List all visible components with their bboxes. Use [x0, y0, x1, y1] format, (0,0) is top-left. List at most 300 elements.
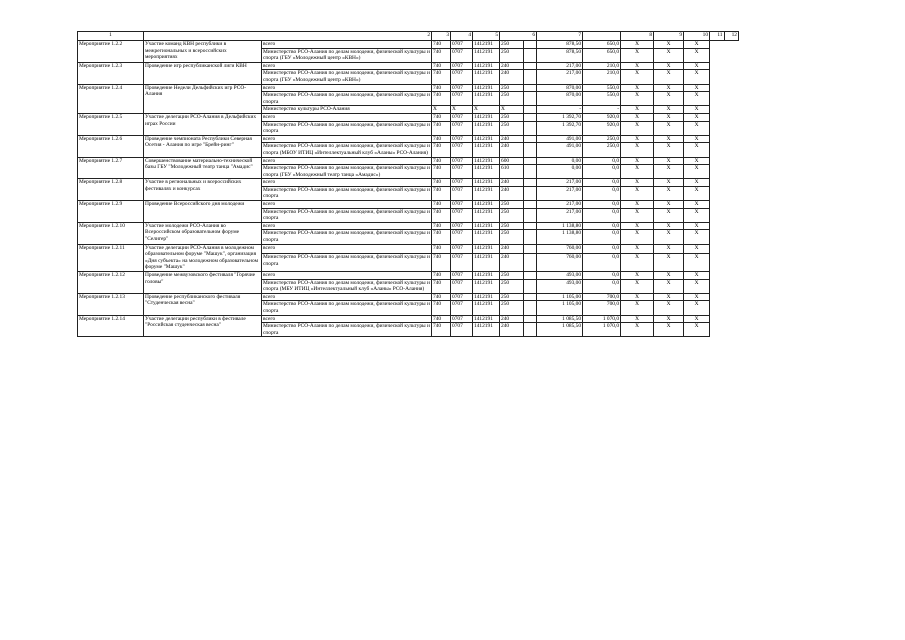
executor-cell: Министерство РСО-Алания по делам молодежи, физической культуры и спорта [263, 121, 430, 135]
x-cell: X [654, 165, 684, 179]
amount-cell: 0,0 [583, 254, 621, 272]
executor-cell: всего [262, 244, 432, 254]
target-article-cell: 1412191 [473, 113, 500, 121]
x-cell: X [684, 244, 710, 254]
x-cell: X [654, 143, 684, 157]
amount-cell: 760,00 [537, 244, 583, 254]
executor-cell: всего [262, 135, 432, 143]
measure-number: Мероприятие 1.2.14 [78, 315, 144, 337]
grbs-code-cell: 740 [432, 121, 451, 135]
expense-type-cell: 240 [500, 70, 524, 84]
amount-cell: 0,0 [583, 222, 621, 230]
measure-number: Мероприятие 1.2.6 [78, 135, 144, 157]
expense-type-cell: 250 [500, 279, 524, 293]
amount-cell: 878,50 [537, 41, 583, 49]
empty-cell [524, 143, 537, 157]
empty-cell [524, 48, 537, 62]
target-article-cell: 1412191 [473, 315, 500, 323]
empty-cell [524, 157, 537, 165]
expense-type-cell: 600 [500, 157, 524, 165]
table-row [78, 62, 739, 70]
x-cell: X [621, 254, 654, 272]
executor-cell: Министерство РСО-Алания по делам молодежи, физической культуры и спорта [263, 186, 430, 200]
section-code-cell: 0707 [451, 48, 473, 62]
empty-cell [524, 113, 537, 121]
amount-cell: 1 105,00 [537, 293, 583, 301]
empty-cell [524, 106, 537, 114]
amount-cell: 870,00 [537, 84, 583, 92]
x-cell: X [621, 106, 654, 114]
amount-cell: 217,00 [537, 62, 583, 70]
table-row [78, 41, 739, 49]
x-cell: X [684, 92, 710, 106]
measure-number: Мероприятие 1.2.8 [78, 179, 144, 201]
empty-cell [524, 279, 537, 293]
expense-type-cell: 240 [500, 244, 524, 254]
expense-type-cell: 610 [500, 165, 524, 179]
empty-cell [524, 208, 537, 222]
grbs-code-cell: 740 [432, 179, 451, 187]
expense-type-cell: 250 [500, 272, 524, 280]
section-code-cell: 0707 [451, 272, 473, 280]
x-cell: X [621, 84, 654, 92]
x-cell: X [654, 106, 684, 114]
x-cell: X [684, 157, 710, 165]
expense-type-cell: 250 [500, 301, 524, 315]
target-article-cell: 1412191 [473, 293, 500, 301]
table-row [78, 113, 739, 121]
expense-type-cell: 250 [500, 208, 524, 222]
executor-cell: всего [262, 84, 432, 92]
x-cell: X [684, 179, 710, 187]
measure-name: Участие в региональных и всероссийских фестивалях и конкурсах [144, 179, 262, 201]
expense-type-cell: 250 [500, 230, 524, 244]
measure-name: Участие делегации РСО-Алания в молодежном образовательном форуме "Машук", организация «Дня субъекта» на молодежном образовательном форуме "Машук" [144, 244, 262, 271]
x-cell: X [654, 186, 684, 200]
x-cell: X [654, 323, 684, 337]
col-num-6: 6 [500, 32, 537, 41]
section-code-cell: X [451, 106, 473, 114]
target-article-cell: 1412191 [473, 272, 500, 280]
grbs-code-cell: 740 [432, 186, 451, 200]
empty-cell [524, 293, 537, 301]
x-cell: X [654, 113, 684, 121]
x-cell: X [621, 113, 654, 121]
amount-cell: 0,00 [537, 165, 583, 179]
amount-cell: 0,0 [583, 179, 621, 187]
amount-cell: 0,0 [583, 230, 621, 244]
x-cell: X [621, 186, 654, 200]
executor-cell: всего [262, 157, 432, 165]
section-code-cell: 0707 [451, 201, 473, 209]
grbs-code-cell: 740 [432, 143, 451, 157]
x-cell: X [654, 315, 684, 323]
x-cell: X [621, 315, 654, 323]
grbs-code-cell: 740 [432, 92, 451, 106]
table-row [78, 201, 739, 209]
measure-number: Мероприятие 1.2.10 [78, 222, 144, 244]
x-cell: X [654, 121, 684, 135]
col-num-1: 1 [78, 32, 144, 41]
amount-cell: 550,0 [583, 92, 621, 106]
grbs-code-cell: X [432, 106, 451, 114]
amount-cell: 210,0 [583, 62, 621, 70]
expense-type-cell: 250 [500, 201, 524, 209]
x-cell: X [684, 208, 710, 222]
grbs-code-cell: 740 [432, 279, 451, 293]
executor-cell: Министерство РСО-Алания по делам молодежи, физической культуры и спорта [263, 208, 430, 222]
grbs-code-cell: 740 [432, 84, 451, 92]
executor-cell: всего [262, 41, 432, 49]
x-cell: X [684, 254, 710, 272]
empty-cell [524, 301, 537, 315]
x-cell: X [684, 272, 710, 280]
section-code-cell: 0707 [451, 323, 473, 337]
table-row [78, 244, 739, 254]
grbs-code-cell: 740 [432, 254, 451, 272]
target-article-cell: X [473, 106, 500, 114]
empty-cell [524, 186, 537, 200]
empty-cell [524, 315, 537, 323]
target-article-cell: 1412191 [473, 135, 500, 143]
x-cell: X [684, 143, 710, 157]
grbs-code-cell: 740 [432, 230, 451, 244]
amount-cell: 1 070,0 [583, 315, 621, 323]
empty-cell [524, 254, 537, 272]
amount-cell: 491,00 [537, 135, 583, 143]
measure-number: Мероприятие 1.2.12 [78, 272, 144, 294]
grbs-code-cell: 740 [432, 208, 451, 222]
amount-cell: 210,0 [583, 70, 621, 84]
empty-cell [524, 165, 537, 179]
amount-cell: 217,00 [537, 70, 583, 84]
amount-cell: 878,50 [537, 48, 583, 62]
empty-cell [524, 244, 537, 254]
amount-cell: 1 138,80 [537, 222, 583, 230]
measure-number: Мероприятие 1.2.3 [78, 62, 144, 84]
x-cell: X [684, 62, 710, 70]
x-cell: X [621, 301, 654, 315]
section-code-cell: 0707 [451, 84, 473, 92]
col-num-3: 3 [432, 32, 451, 41]
expense-type-cell: X [500, 106, 524, 114]
target-article-cell: 1412191 [473, 92, 500, 106]
target-article-cell: 1412191 [473, 186, 500, 200]
x-cell: X [654, 208, 684, 222]
expense-type-cell: 250 [500, 121, 524, 135]
section-code-cell: 0707 [451, 301, 473, 315]
section-code-cell: 0707 [451, 222, 473, 230]
executor-cell: Министерство РСО-Алания по делам молодежи, физической культуры и спорта [263, 92, 430, 105]
amount-cell: - [537, 106, 583, 114]
x-cell: X [654, 244, 684, 254]
executor-cell: всего [262, 113, 432, 121]
amount-cell: 217,00 [537, 208, 583, 222]
amount-cell: 920,0 [583, 121, 621, 135]
x-cell: X [654, 254, 684, 272]
table-row [78, 157, 739, 165]
x-cell: X [684, 293, 710, 301]
empty-cell [524, 121, 537, 135]
col-num-5: 5 [473, 32, 500, 41]
x-cell: X [621, 143, 654, 157]
expense-type-cell: 240 [500, 135, 524, 143]
x-cell: X [654, 41, 684, 49]
x-cell: X [684, 70, 710, 84]
x-cell: X [684, 201, 710, 209]
section-code-cell: 0707 [451, 186, 473, 200]
amount-cell: 0,0 [583, 279, 621, 293]
x-cell: X [621, 62, 654, 70]
x-cell: X [654, 48, 684, 62]
amount-cell: 0,0 [583, 208, 621, 222]
executor-cell: Министерство РСО-Алания по делам молодежи, физической культуры и спорта (МБОУ ИТИЦ «Интеллектуальный клуб «Аланы» РСО-Алания) [263, 143, 430, 156]
x-cell: X [621, 165, 654, 179]
col-num-4: 4 [451, 32, 473, 41]
amount-cell: 1 392,70 [537, 113, 583, 121]
x-cell: X [654, 301, 684, 315]
x-cell: X [654, 179, 684, 187]
expense-type-cell: 240 [500, 323, 524, 337]
x-cell: X [654, 293, 684, 301]
grbs-code-cell: 740 [432, 62, 451, 70]
section-code-cell: 0707 [451, 62, 473, 70]
target-article-cell: 1412191 [473, 254, 500, 272]
x-cell: X [621, 279, 654, 293]
x-cell: X [684, 230, 710, 244]
col-num-8: 8 [621, 32, 654, 41]
expense-type-cell: 240 [500, 315, 524, 323]
grbs-code-cell: 740 [432, 293, 451, 301]
x-cell: X [621, 208, 654, 222]
table-row [78, 222, 739, 230]
x-cell: X [654, 84, 684, 92]
x-cell: X [684, 84, 710, 92]
x-cell: X [621, 323, 654, 337]
measure-name: Совершенствование материально-технической базы ГБУ "Молодежный театр танца "Амадис" [144, 157, 262, 179]
section-code-cell: 0707 [451, 244, 473, 254]
expense-type-cell: 250 [500, 41, 524, 49]
table-row [78, 293, 739, 301]
section-code-cell: 0707 [451, 113, 473, 121]
x-cell: X [621, 157, 654, 165]
amount-cell: 760,00 [537, 254, 583, 272]
amount-cell: 0,0 [583, 244, 621, 254]
table-row [78, 135, 739, 143]
col-num-11: 11 [710, 32, 724, 41]
amount-cell: 650,0 [583, 48, 621, 62]
section-code-cell: 0707 [451, 135, 473, 143]
column-number-row [78, 32, 739, 41]
empty-cell [524, 222, 537, 230]
x-cell: X [621, 179, 654, 187]
x-cell: X [621, 135, 654, 143]
amount-cell: 1 392,70 [537, 121, 583, 135]
executor-cell: Министерство РСО-Алания по делам молодежи, физической культуры и спорта [263, 230, 430, 244]
x-cell: X [621, 121, 654, 135]
x-cell: X [684, 41, 710, 49]
amount-cell: 250,0 [583, 143, 621, 157]
section-code-cell: 0707 [451, 92, 473, 106]
expense-type-cell: 240 [500, 186, 524, 200]
x-cell: X [684, 323, 710, 337]
expense-type-cell: 240 [500, 254, 524, 272]
x-cell: X [621, 222, 654, 230]
amount-cell: - [583, 106, 621, 114]
grbs-code-cell: 740 [432, 135, 451, 143]
executor-cell: Министерство РСО-Алания по делам молодежи, физической культуры и спорта [263, 323, 430, 336]
amount-cell: 1 085,50 [537, 323, 583, 337]
target-article-cell: 1412191 [473, 48, 500, 62]
grbs-code-cell: 740 [432, 201, 451, 209]
target-article-cell: 1412191 [473, 279, 500, 293]
x-cell: X [654, 230, 684, 244]
empty-cell [524, 70, 537, 84]
amount-cell: 217,00 [537, 186, 583, 200]
measure-number: Мероприятие 1.2.13 [78, 293, 144, 315]
col-num-10: 10 [684, 32, 710, 41]
target-article-cell: 1412191 [473, 84, 500, 92]
col-num-12: 12 [724, 32, 738, 41]
empty-cell [524, 41, 537, 49]
x-cell: X [621, 272, 654, 280]
executor-cell: Министерство культуры РСО-Алания [262, 106, 432, 114]
measure-number: Мероприятие 1.2.2 [78, 41, 144, 63]
amount-cell: 700,0 [583, 293, 621, 301]
x-cell: X [621, 244, 654, 254]
grbs-code-cell: 740 [432, 41, 451, 49]
measure-name: Проведение игр республиканской лиги КВН [144, 62, 262, 84]
expense-type-cell: 250 [500, 293, 524, 301]
grbs-code-cell: 740 [432, 323, 451, 337]
amount-cell: 920,0 [583, 113, 621, 121]
empty-cell [524, 272, 537, 280]
measure-name: Проведение Недели Дельфийских игр РСО-Алания [144, 84, 262, 113]
target-article-cell: 1412191 [473, 41, 500, 49]
measure-name: Участие делегации республики в фестивале "Российская студенческая весна" [144, 315, 262, 337]
section-code-cell: 0707 [451, 293, 473, 301]
amount-cell: 870,00 [537, 92, 583, 106]
x-cell: X [654, 70, 684, 84]
expense-type-cell: 250 [500, 222, 524, 230]
amount-cell: 0,0 [583, 272, 621, 280]
x-cell: X [684, 113, 710, 121]
measure-number: Мероприятие 1.2.9 [78, 201, 144, 223]
amount-cell: 217,00 [537, 179, 583, 187]
section-code-cell: 0707 [451, 208, 473, 222]
section-code-cell: 0707 [451, 70, 473, 84]
target-article-cell: 1412191 [473, 301, 500, 315]
measure-number: Мероприятие 1.2.7 [78, 157, 144, 179]
measure-name: Проведение республиканского фестиваля "Студенческая весна" [144, 293, 262, 315]
target-article-cell: 1412191 [473, 62, 500, 70]
section-code-cell: 0707 [451, 315, 473, 323]
measure-number: Мероприятие 1.2.5 [78, 113, 144, 135]
col-num-6-spacer [583, 32, 621, 41]
amount-cell: 250,0 [583, 135, 621, 143]
target-article-cell: 1412191 [473, 179, 500, 187]
x-cell: X [684, 301, 710, 315]
measure-name: Проведение межвузовского фестиваля "Горячие головы" [144, 272, 262, 294]
target-article-cell: 1412191 [473, 323, 500, 337]
amount-cell: 0,0 [583, 157, 621, 165]
amount-cell: 0,0 [583, 186, 621, 200]
expense-type-cell: 250 [500, 48, 524, 62]
target-article-cell: 1412191 [473, 70, 500, 84]
x-cell: X [621, 293, 654, 301]
target-article-cell: 1412191 [473, 143, 500, 157]
x-cell: X [684, 222, 710, 230]
amount-cell: 1 085,50 [537, 315, 583, 323]
amount-cell: 700,0 [583, 301, 621, 315]
executor-cell: Министерство РСО-Алания по делам молодежи, физической культуры и спорта (ГБУ «Молодежный театр танца «Амадис») [263, 165, 430, 178]
measure-name: Проведение чемпионата Республики Северная Осетия - Алания по игре "Брейн-ринг" [144, 135, 262, 157]
measure-number: Мероприятие 1.2.4 [78, 84, 144, 113]
program-table [77, 31, 739, 337]
executor-cell: всего [262, 179, 432, 187]
x-cell: X [621, 70, 654, 84]
target-article-cell: 1412191 [473, 244, 500, 254]
table-row [78, 84, 739, 92]
section-code-cell: 0707 [451, 121, 473, 135]
section-code-cell: 0707 [451, 179, 473, 187]
x-cell: X [621, 48, 654, 62]
amount-cell: 1 070,0 [583, 323, 621, 337]
empty-cell [524, 84, 537, 92]
target-article-cell: 1412191 [473, 208, 500, 222]
executor-cell: Министерство РСО-Алания по делам молодежи, физической культуры и спорта [262, 254, 432, 272]
target-article-cell: 1412191 [473, 165, 500, 179]
empty-cell [524, 323, 537, 337]
target-article-cell: 1412191 [473, 121, 500, 135]
grbs-code-cell: 740 [432, 165, 451, 179]
executor-cell: всего [262, 293, 432, 301]
expense-type-cell: 240 [500, 143, 524, 157]
x-cell: X [684, 135, 710, 143]
target-article-cell: 1412191 [473, 201, 500, 209]
x-cell: X [684, 48, 710, 62]
grbs-code-cell: 740 [432, 244, 451, 254]
amount-cell: 493,00 [537, 272, 583, 280]
x-cell: X [654, 222, 684, 230]
col-num-9: 9 [654, 32, 684, 41]
x-cell: X [684, 315, 710, 323]
measure-name: Участие делегации РСО-Алания в Дельфийских играх России [144, 113, 262, 135]
amount-cell: 1 138,80 [537, 230, 583, 244]
executor-cell: всего [262, 62, 432, 70]
executor-cell: Министерство РСО-Алания по делам молодежи, физической культуры и спорта (МБУ ИТИЦ «Интеллектуальный клуб «Аланы» РСО-Алания) [263, 279, 430, 293]
x-cell: X [654, 92, 684, 106]
x-cell: X [654, 135, 684, 143]
x-cell: X [684, 165, 710, 179]
x-cell: X [684, 279, 710, 293]
empty-cell [524, 62, 537, 70]
grbs-code-cell: 740 [432, 301, 451, 315]
section-code-cell: 0707 [451, 157, 473, 165]
expense-type-cell: 240 [500, 62, 524, 70]
section-code-cell: 0707 [451, 279, 473, 293]
section-code-cell: 0707 [451, 143, 473, 157]
x-cell: X [621, 230, 654, 244]
table-body [78, 32, 739, 337]
grbs-code-cell: 740 [432, 157, 451, 165]
amount-cell: 0,0 [583, 165, 621, 179]
grbs-code-cell: 740 [432, 48, 451, 62]
grbs-code-cell: 740 [432, 222, 451, 230]
table-row [78, 272, 739, 280]
measure-name: Участие команд КВН республики в межрегиональных и всероссийских мероприятиях [144, 41, 262, 63]
target-article-cell: 1412191 [473, 157, 500, 165]
